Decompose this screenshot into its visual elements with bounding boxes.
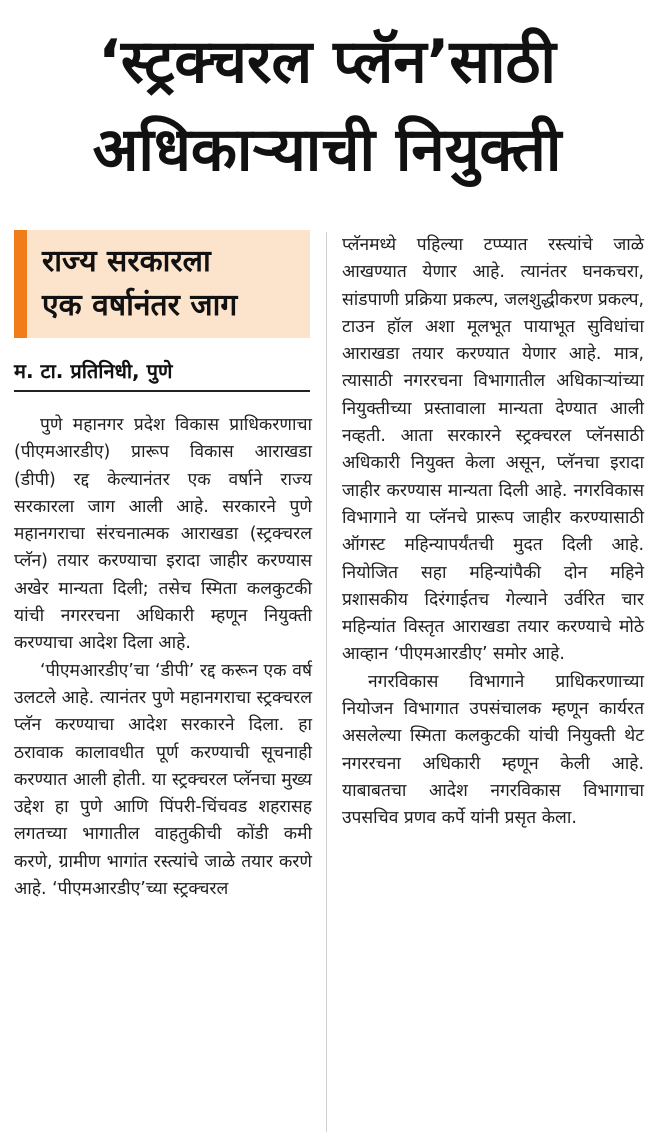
- byline: म. टा. प्रतिनिधी, पुणे: [14, 352, 310, 392]
- subheadline: [42, 240, 237, 328]
- headline-line-1: ‘स्ट्रक्चरल प्लॅन’साठी: [98, 27, 556, 97]
- subheadline-accent-bar: [14, 230, 27, 338]
- subheadline-line-2: एक वर्षानंतर जाग: [42, 288, 238, 323]
- article-column-right: [342, 232, 644, 833]
- article-paragraph: प्लॅनमध्ये पहिल्या टप्प्यात रस्त्यांचे जाळे आखण्यात येणार आहे. त्यानंतर घनकचरा, सांडपाणी प्रक्रिया प्रकल्प, जलशुद्धीकरण प्रकल्प, टाउन हॉल अशा मूलभूत पायाभूत सुविधांचा आराखडा तयार करण्यात येणार आहे. मात्र, त्यासाठी नगररचना विभागातील अधिकाऱ्यांच्या नियुक्तीच्या प्रस्तावाला मान्यता देण्यात आली नव्हती. आता सरकारने स्ट्रक्चरल प्लॅनसाठी अधिकारी नियुक्त केला असून, प्लॅनचा इरादा जाहीर करण्यास मान्यता दिली आहे. नगरविकास विभागाने या प्लॅनचे प्रारूप जाहीर करण्यासाठी ऑगस्ट महिन्यापर्यंतची मुदत दिली आहे. नियोजित सहा महिन्यांपैकी दोन महिने प्रशासकीय दिरंगाईतच गेल्याने उर्वरित चार महिन्यांत विस्तृत आराखडा तयार करण्याचे मोठे आव्हान ‘पीएमआरडीए’ समोर आहे.: [342, 235, 644, 665]
- subheadline-line-1: राज्य सरकारला: [42, 244, 211, 279]
- article-paragraph: ‘पीएमआरडीए’चा ‘डीपी’ रद्द करून एक वर्ष उलटले आहे. त्यानंतर पुणे महानगराचा स्ट्रक्चरल प्लॅन करण्याचा आदेश सरकारने दिला. हा ठरावाक कालावधीत पूर्ण करण्याची सूचनाही करण्यात आली होती. या स्ट्रक्चरल प्लॅनचा मुख्य उद्देश हा पुणे आणि पिंपरी-चिंचवड शहरासह लगतच्या भागातील वाहतुकीची कोंडी कमी करणे, ग्रामीण भागांत रस्त्यांचे जाळे तयार करणे आहे. ‘पीएमआरडीए’च्या स्ट्रक्चरल: [14, 660, 312, 900]
- subheadline-box: [14, 230, 310, 338]
- article-paragraph: पुणे महानगर प्रदेश विकास प्राधिकरणाचा (पीएमआरडीए) प्रारूप विकास आराखडा (डीपी) रद्द केल्यानंतर एक वर्षाने राज्य सरकारला जाग आली आहे. सरकारने पुणे महानगराचा संरचनात्मक आराखडा (स्ट्रक्चरल प्लॅन) तयार करण्याचा इरादा जाहीर करण्यास अखेर मान्यता दिली; तसेच स्मिता कलकुटकी यांची नगररचना अधिकारी म्हणून नियुक्ती करण्याचा आदेश दिला आहे.: [14, 415, 312, 654]
- column-divider: [326, 232, 327, 1132]
- headline: [0, 18, 654, 194]
- headline-line-2: अधिकाऱ्याची नियुक्ती: [92, 115, 562, 185]
- article-column-left: [14, 412, 312, 903]
- article-paragraph: नगरविकास विभागाने प्राधिकरणाच्या नियोजन विभागात उपसंचालक म्हणून कार्यरत असलेल्या स्मिता कलकुटकी यांची नियुक्ती थेट नगररचना अधिकारी म्हणून केली आहे. याबाबतचा आदेश नगरविकास विभागाचा उपसचिव प्रणव कर्पे यांनी प्रसृत केला.: [342, 671, 644, 829]
